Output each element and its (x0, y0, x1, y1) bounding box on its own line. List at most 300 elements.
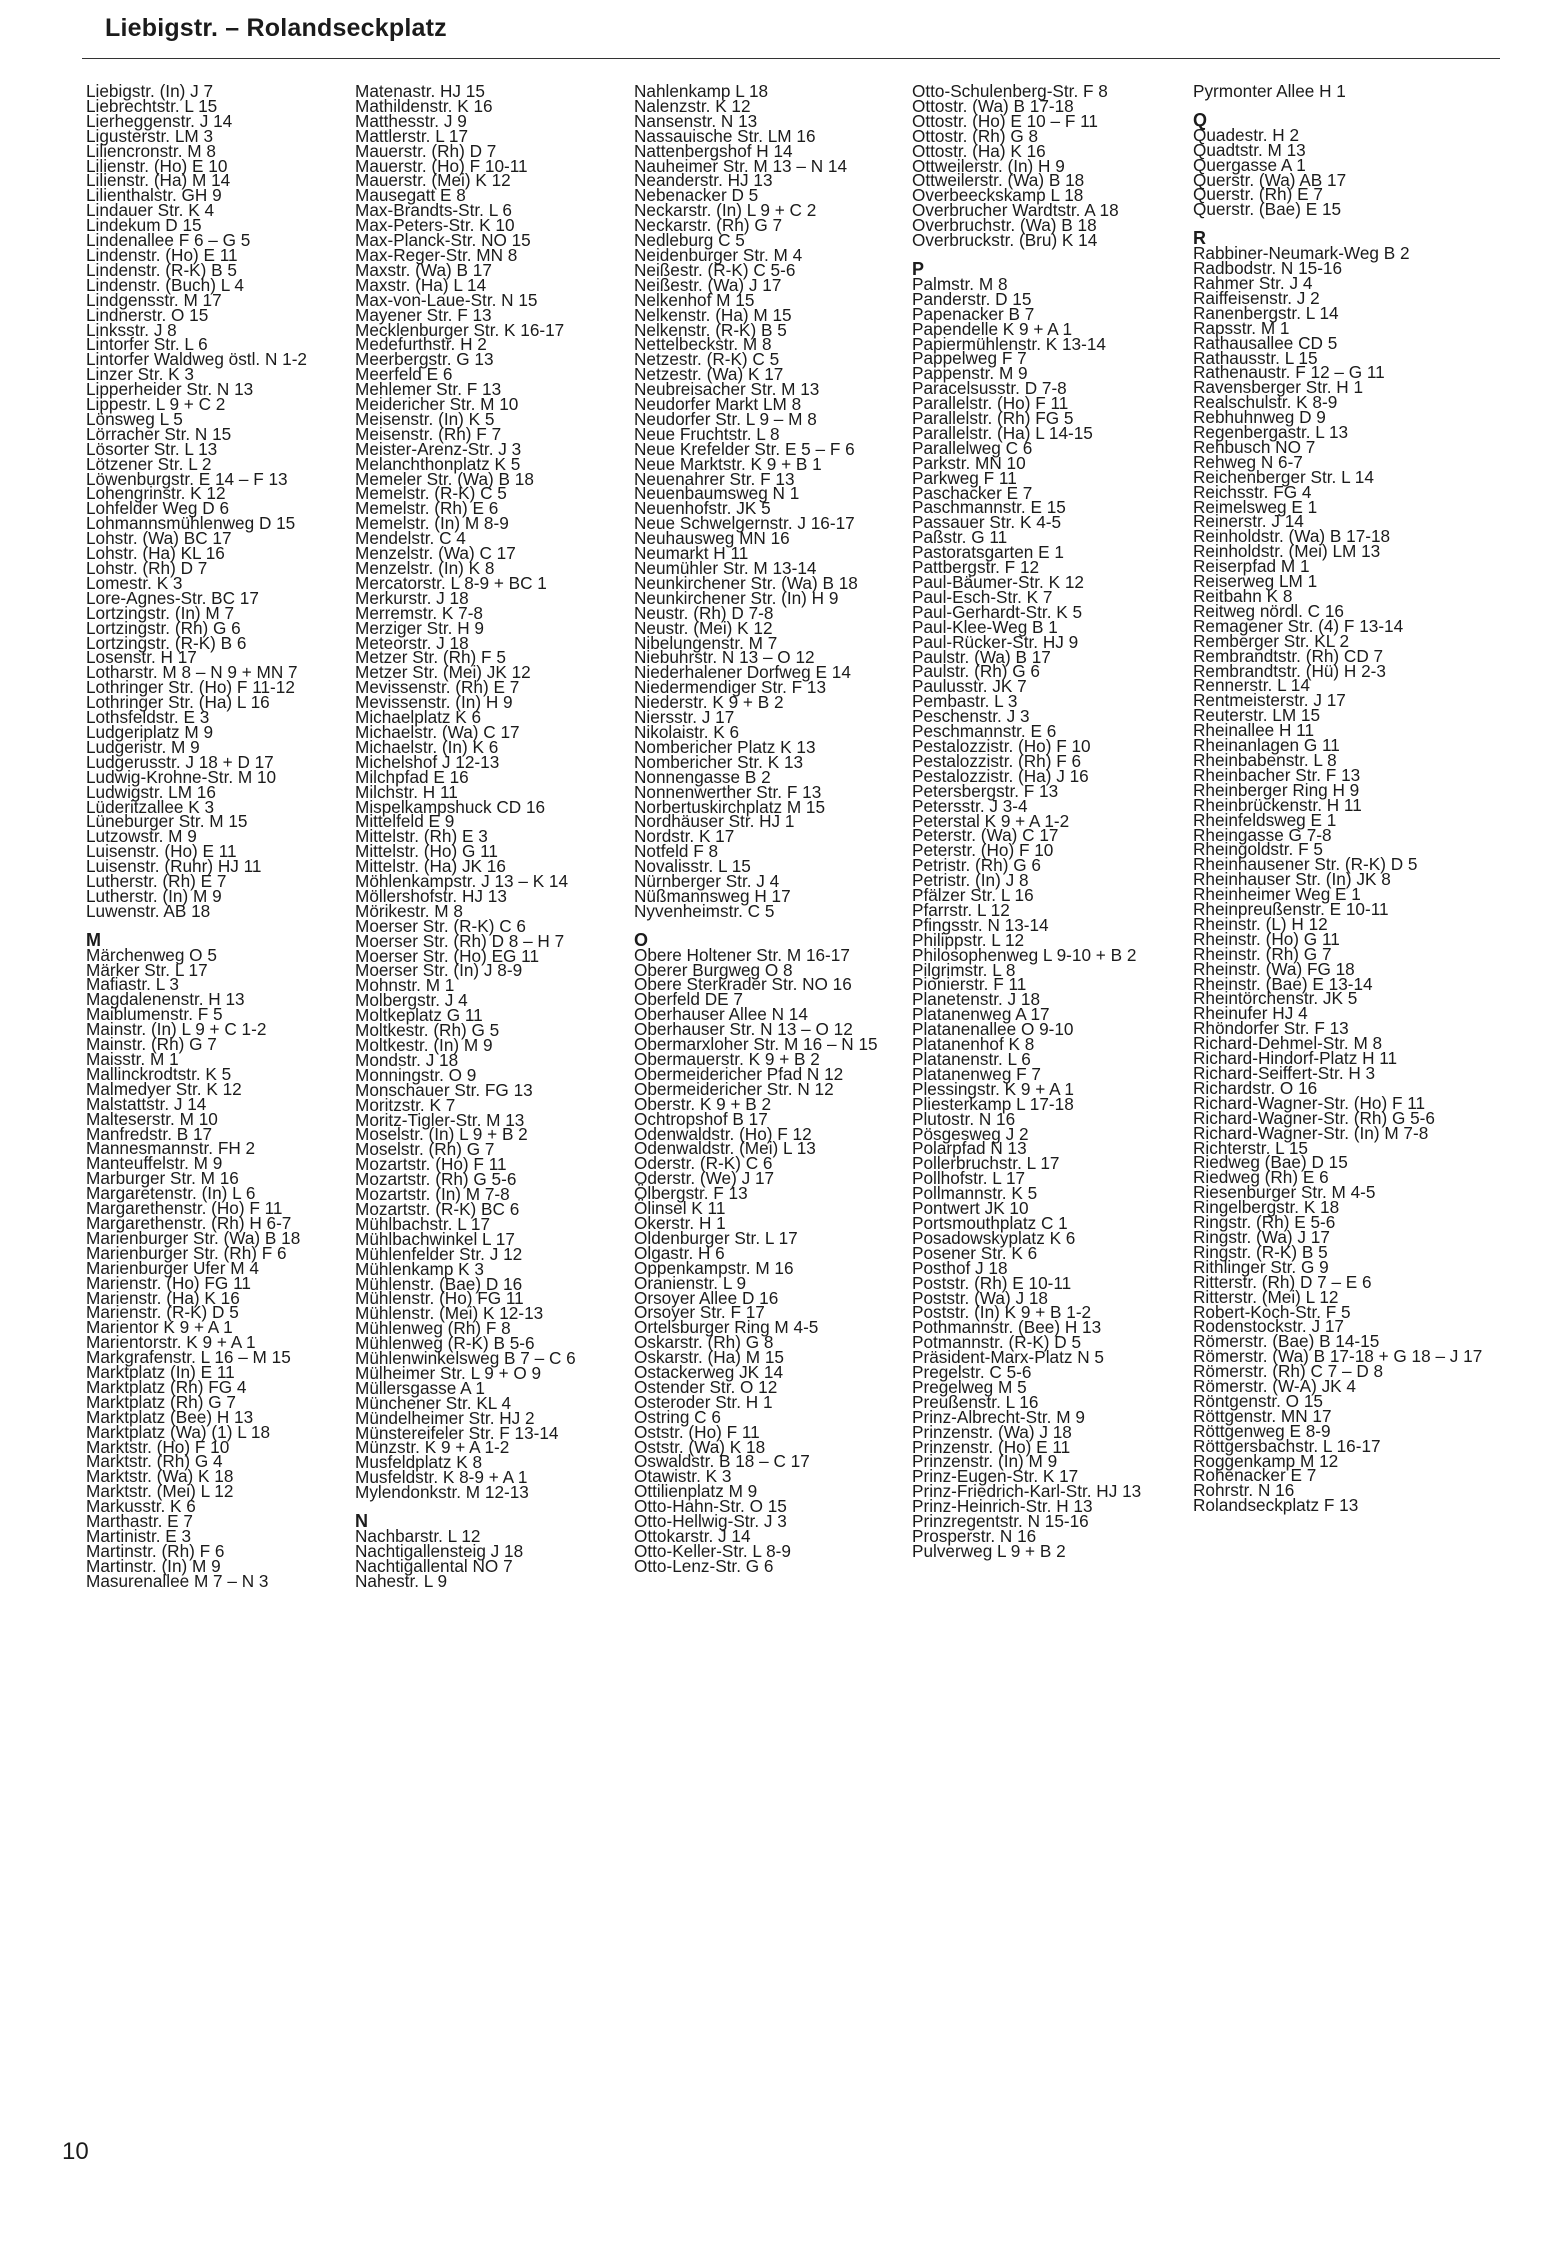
street-entry: Meisenstr. (In) K 5 (355, 408, 495, 429)
street-entry: Lintorfer Str. L 6 (86, 334, 208, 355)
street-entry: Moerser Str. (R-K) C 6 (355, 915, 526, 936)
street-entry: Rheinstr. (Wa) FG 18 (1193, 958, 1355, 979)
street-entry: Mondstr. J 18 (355, 1049, 459, 1070)
street-entry: Neuenbaumsweg N 1 (634, 483, 800, 504)
street-entry: Memelstr. (In) M 8-9 (355, 513, 509, 534)
street-entry: Nalenzstr. K 12 (634, 95, 751, 116)
street-entry: Rheinufer HJ 4 (1193, 1003, 1308, 1024)
street-entry: Pilgrimstr. L 8 (912, 959, 1016, 980)
street-entry: Malmedyer Str. K 12 (86, 1078, 242, 1099)
street-entry: Mittelfeld E 9 (355, 811, 455, 832)
street-entry: Petersstr. J 3-4 (912, 795, 1028, 816)
street-entry: Rehweg N 6-7 (1193, 451, 1303, 472)
street-entry: Neuenahrer Str. F 13 (634, 468, 795, 489)
street-entry: Mühlenweg (R-K) B 5-6 (355, 1333, 535, 1354)
section-letter: R (1193, 228, 1206, 249)
street-entry: Oberstr. K 9 + B 2 (634, 1093, 772, 1114)
street-entry: Neidenburger Str. M 4 (634, 244, 803, 265)
street-entry: Röttgersbachstr. L 16-17 (1193, 1435, 1381, 1456)
street-entry: Mülheimer Str. L 9 + O 9 (355, 1362, 542, 1383)
street-entry: Pollmannstr. K 5 (912, 1183, 1038, 1204)
street-entry: Peterstr. (Ho) F 10 (912, 840, 1054, 861)
street-entry: Mauerstr. (Mei) K 12 (355, 170, 511, 191)
street-entry: Max-Reger-Str. MN 8 (355, 244, 518, 265)
street-entry: Netzestr. (R-K) C 5 (634, 349, 780, 370)
street-entry: Mauerstr. (Rh) D 7 (355, 140, 497, 161)
street-entry: Orsoyer Str. F 17 (634, 1302, 765, 1323)
street-entry: Ravensberger Str. H 1 (1193, 377, 1364, 398)
street-entry: Pregelweg M 5 (912, 1376, 1027, 1397)
street-entry: Remagener Str. (4) F 13-14 (1193, 615, 1404, 636)
street-entry: Platanenhof K 8 (912, 1034, 1035, 1055)
street-entry: Pfälzer Str. L 16 (912, 885, 1034, 906)
street-entry: Ludgeriplatz M 9 (86, 721, 214, 742)
street-entry: Mittelstr. (Rh) E 3 (355, 826, 488, 847)
street-entry: Milchpfad E 16 (355, 766, 469, 787)
street-entry: Ottilienplatz M 9 (634, 1481, 758, 1502)
street-entry: Potmannstr. (R-K) D 5 (912, 1332, 1082, 1353)
street-entry: Platanenweg A 17 (912, 1004, 1050, 1025)
street-entry: Ottostr. (Ha) K 16 (912, 140, 1046, 161)
street-entry: Richard-Wagner-Str. (Ho) F 11 (1193, 1092, 1426, 1113)
street-entry: Oskarstr. (Ha) M 15 (634, 1347, 784, 1368)
header-rule (82, 58, 1500, 59)
street-entry: Moltkestr. (Rh) G 5 (355, 1020, 500, 1041)
street-entry: Pulverweg L 9 + B 2 (912, 1540, 1066, 1561)
street-entry: Pestalozzistr. (Rh) F 6 (912, 750, 1082, 771)
section-letter: M (86, 929, 101, 950)
street-entry: Ringstr. (Rh) E 5-6 (1193, 1212, 1336, 1233)
street-entry: Mozartstr. (R-K) BC 6 (355, 1198, 520, 1219)
street-entry: Rapsstr. M 1 (1193, 317, 1290, 338)
street-entry: Rembrandtstr. (Rh) CD 7 (1193, 645, 1384, 666)
street-entry: Lohstr. (Wa) BC 17 (86, 528, 232, 549)
street-entry: Mühlenwinkelsweg B 7 – C 6 (355, 1348, 576, 1369)
street-entry: Lösorter Str. L 13 (86, 438, 218, 459)
street-entry: Reichsstr. FG 4 (1193, 481, 1312, 502)
street-entry: Linksstr. J 8 (86, 319, 177, 340)
street-entry: Nürnberger Str. J 4 (634, 871, 780, 892)
street-entry: Ottostr. (Wa) B 17-18 (912, 95, 1074, 116)
street-entry: Moritzstr. K 7 (355, 1094, 456, 1115)
street-entry: Müllersgasse A 1 (355, 1377, 485, 1398)
street-entry: Reiserweg LM 1 (1193, 571, 1318, 592)
street-entry: Mühlenstr. (Bae) D 16 (355, 1273, 523, 1294)
street-entry: Pembastr. L 3 (912, 691, 1018, 712)
street-entry: Pollhofstr. L 17 (912, 1168, 1026, 1189)
street-entry: Meidericher Str. M 10 (355, 394, 519, 415)
street-entry: Panderstr. D 15 (912, 288, 1032, 309)
street-entry: Oberhauser Str. N 13 – O 12 (634, 1019, 853, 1040)
street-entry: Marienstr. (R-K) D 5 (86, 1302, 239, 1323)
street-entry: Palmstr. M 8 (912, 273, 1008, 294)
street-entry: Nebenacker D 5 (634, 185, 759, 206)
street-entry: Mühlenfelder Str. J 12 (355, 1243, 523, 1264)
street-entry: Lotharstr. M 8 – N 9 + MN 7 (86, 662, 298, 683)
street-entry: Merremstr. K 7-8 (355, 602, 483, 623)
street-entry: Rabbiner-Neumark-Weg B 2 (1193, 243, 1410, 264)
street-entry: Richard-Wagner-Str. (In) M 7-8 (1193, 1122, 1429, 1143)
street-entry: Rheinstr. (Ho) G 11 (1193, 928, 1340, 949)
street-entry: Platanenallee O 9-10 (912, 1019, 1074, 1040)
street-entry: Rebhuhnweg D 9 (1193, 407, 1326, 428)
street-entry: Marktplatz (Rh) FG 4 (86, 1376, 247, 1397)
street-entry: Pestalozzistr. (Ha) J 16 (912, 765, 1089, 786)
street-entry: Margaretenstr. (In) L 6 (86, 1183, 256, 1204)
street-entry: Mausegatt E 8 (355, 185, 466, 206)
street-entry: Oberer Burgweg O 8 (634, 959, 793, 980)
street-entry: Paul-Rücker-Str. HJ 9 (912, 631, 1079, 652)
street-entry: Mühlenweg (Rh) F 8 (355, 1318, 511, 1339)
street-entry: Meerbergstr. G 13 (355, 349, 494, 370)
street-entry: Osteroder Str. H 1 (634, 1391, 773, 1412)
street-entry: Menzelstr. (In) K 8 (355, 558, 495, 578)
street-entry: Neustr. (Mei) K 12 (634, 617, 773, 638)
street-entry: Ottweilerstr. (Wa) B 18 (912, 170, 1085, 191)
street-entry: Notfeld F 8 (634, 841, 719, 862)
street-entry: Mispelkampshuck CD 16 (355, 796, 546, 817)
street-entry: Lohstr. (Ha) KL 16 (86, 543, 225, 564)
street-entry: Lohfelder Weg D 6 (86, 498, 229, 519)
street-entry: Max-Brandts-Str. L 6 (355, 200, 512, 221)
street-entry: Otto-Keller-Str. L 8-9 (634, 1540, 791, 1561)
street-entry: Lilienstr. (Ha) M 14 (86, 170, 231, 191)
street-entry: Lötzener Str. L 2 (86, 453, 212, 474)
street-entry: Lindgensstr. M 17 (86, 289, 222, 310)
street-entry: Rodenstockstr. J 17 (1193, 1316, 1344, 1337)
street-entry: Nordstr. K 17 (634, 826, 735, 847)
street-entry: Mozartstr. (Rh) G 5-6 (355, 1169, 517, 1190)
street-entry: Reinholdstr. (Mei) LM 13 (1193, 541, 1381, 562)
street-entry: Paracelsusstr. D 7-8 (912, 378, 1067, 399)
street-entry: Melanchthonplatz K 5 (355, 453, 521, 474)
street-entry: Max-von-Laue-Str. N 15 (355, 289, 538, 310)
street-entry: Philosophenweg L 9-10 + B 2 (912, 944, 1137, 965)
street-entry: Lüderitzallee K 3 (86, 796, 215, 817)
street-entry: Nelkenstr. (Ha) M 15 (634, 304, 792, 325)
street-entry: Neudorfer Markt LM 8 (634, 394, 802, 415)
street-entry: Marktplatz (Bee) H 13 (86, 1406, 254, 1427)
street-entry: Lohmannsmühlenweg D 15 (86, 513, 296, 534)
street-entry: Nonnengasse B 2 (634, 766, 771, 787)
street-entry: Ottostr. (Rh) G 8 (912, 125, 1039, 146)
street-entry: Mozartstr. (In) M 7-8 (355, 1184, 510, 1205)
street-entry: Rohenacker E 7 (1193, 1465, 1317, 1486)
street-entry: Obermarxloher Str. M 16 – N 15 (634, 1034, 878, 1055)
street-entry: Rheinhauser Str. (In) JK 8 (1193, 869, 1391, 890)
street-entry: Paul-Gerhardt-Str. K 5 (912, 601, 1083, 622)
street-entry: Ludgerusstr. J 18 + D 17 (86, 751, 274, 772)
street-entry: Rheinfeldsweg E 1 (1193, 809, 1337, 830)
street-entry: Röttgenweg E 8-9 (1193, 1420, 1331, 1441)
street-entry: Maiblumenstr. F 5 (86, 1004, 223, 1025)
street-entry: Nordhäuser Str. HJ 1 (634, 811, 795, 832)
street-entry: Paul-Esch-Str. K 7 (912, 586, 1053, 607)
street-entry: Masurenallee M 7 – N 3 (86, 1570, 269, 1591)
street-entry: Neckarstr. (In) L 9 + C 2 (634, 200, 817, 221)
street-entry: Martinistr. E 3 (86, 1526, 192, 1546)
street-entry: Rheinhausener Str. (R-K) D 5 (1193, 854, 1418, 875)
street-entry: Regenbergastr. L 13 (1193, 422, 1349, 443)
street-entry: Lönsweg L 5 (86, 408, 183, 429)
street-entry: Mühlenstr. (Ho) FG 11 (355, 1288, 524, 1309)
street-entry: Moerser Str. (In) J 8-9 (355, 960, 523, 981)
street-entry: Merkurstr. J 18 (355, 587, 469, 608)
street-entry: Lindenstr. (Ho) E 11 (86, 244, 238, 265)
street-entry: Ludwigstr. LM 16 (86, 781, 216, 802)
street-entry: Rheingoldstr. F 5 (1193, 839, 1323, 860)
street-entry: Lore-Agnes-Str. BC 17 (86, 587, 259, 608)
street-entry: Ostender Str. O 12 (634, 1376, 778, 1397)
street-entry: Richard-Seiffert-Str. H 3 (1193, 1063, 1376, 1083)
street-entry: Prinzenstr. (Wa) J 18 (912, 1421, 1072, 1442)
street-entry: Mevissenstr. (In) H 9 (355, 692, 513, 713)
street-entry: Molbergstr. J 4 (355, 990, 468, 1011)
street-entry: Orsoyer Allee D 16 (634, 1287, 779, 1308)
street-entry: Petristr. (In) J 8 (912, 870, 1029, 891)
street-entry: Ortelsburger Ring M 4-5 (634, 1317, 819, 1338)
street-entry: Luisenstr. (Ho) E 11 (86, 841, 237, 862)
street-entry: Lindnerstr. O 15 (86, 304, 209, 325)
street-entry: Paschacker E 7 (912, 482, 1033, 503)
street-entry: Obermeidericher Str. N 12 (634, 1078, 834, 1099)
street-entry: Münchener Str. KL 4 (355, 1392, 512, 1413)
street-entry: Marktplatz (In) E 11 (86, 1362, 235, 1383)
street-entry: Mylendonkstr. M 12-13 (355, 1482, 529, 1503)
street-entry: Paulusstr. JK 7 (912, 676, 1027, 697)
street-entry: Philippstr. L 12 (912, 929, 1025, 950)
street-entry: Nombericher Str. K 13 (634, 751, 804, 772)
street-entry: Nikolaistr. K 6 (634, 721, 740, 742)
street-entry: Papenacker B 7 (912, 303, 1035, 324)
index-column-2 (355, 81, 576, 1591)
street-entry: Overbruckstr. (Bru) K 14 (912, 230, 1098, 251)
street-entry: Niederstr. K 9 + B 2 (634, 692, 784, 713)
street-entry: Marthastr. E 7 (86, 1511, 193, 1532)
street-entry: Obere Holtener Str. M 16-17 (634, 944, 850, 965)
street-entry: Otto-Hellwig-Str. J 3 (634, 1511, 787, 1532)
street-entry: Römerstr. (Bae) B 14-15 (1193, 1331, 1380, 1352)
street-entry: Römerstr. (W-A) JK 4 (1193, 1376, 1356, 1397)
street-entry: Richard-Dehmel-Str. M 8 (1193, 1033, 1383, 1054)
street-entry: Maxstr. (Wa) B 17 (355, 259, 492, 280)
street-entry: Luwenstr. AB 18 (86, 900, 211, 921)
street-entry: Nyvenheimstr. C 5 (634, 900, 775, 921)
street-entry: Marburger Str. M 16 (86, 1168, 239, 1189)
page-number: 10 (62, 2138, 89, 2165)
street-entry: Quadtstr. M 13 (1193, 139, 1306, 160)
street-entry: Rohrstr. N 16 (1193, 1480, 1295, 1501)
street-entry: Neue Marktstr. K 9 + B 1 (634, 453, 822, 474)
street-entry: Riedweg (Bae) D 15 (1193, 1152, 1348, 1173)
street-entry: Oststr. (Wa) K 18 (634, 1436, 766, 1457)
street-entry: Mallinckrodtstr. K 5 (86, 1063, 232, 1084)
street-entry: Pastoratsgarten E 1 (912, 542, 1064, 563)
street-entry: Meister-Arenz-Str. J 3 (355, 438, 522, 459)
street-entry: Rathausstr. L 15 (1193, 347, 1318, 368)
street-entry: Neunkirchener Str. (In) H 9 (634, 587, 839, 608)
street-entry: Obere Sterkrader Str. NO 16 (634, 974, 852, 995)
index-column-3 (634, 81, 878, 1576)
street-entry: Parallelweg C 6 (912, 437, 1033, 458)
street-entry: Niersstr. J 17 (634, 707, 735, 728)
street-entry: Otto-Lenz-Str. G 6 (634, 1555, 774, 1576)
street-entry: Neudorfer Str. L 9 – M 8 (634, 408, 817, 429)
street-entry: Plutostr. N 16 (912, 1108, 1016, 1129)
street-entry: Pregelstr. C 5-6 (912, 1362, 1032, 1383)
street-entry: Polarpfad N 13 (912, 1138, 1027, 1159)
street-entry: Preußenstr. L 16 (912, 1391, 1039, 1412)
street-entry: Platanenweg F 7 (912, 1063, 1041, 1084)
street-entry: Norbertuskirchplatz M 15 (634, 796, 826, 817)
street-entry: Overbeeckskamp L 18 (912, 185, 1084, 206)
street-entry: Moselstr. (Rh) G 7 (355, 1139, 495, 1160)
street-entry: Pappelweg F 7 (912, 348, 1027, 369)
street-entry: Peterstr. (Wa) C 17 (912, 825, 1059, 846)
street-entry: Quergasse A 1 (1193, 154, 1306, 175)
street-entry: Poststr. (Wa) J 18 (912, 1287, 1048, 1308)
street-entry: Nelkenhof M 15 (634, 289, 755, 310)
street-entry: Mauerstr. (Ho) F 10-11 (355, 155, 528, 176)
street-entry: Maxstr. (Ha) L 14 (355, 274, 487, 295)
street-entry: Reitweg nördl. C 16 (1193, 600, 1344, 621)
street-entry: Neckarstr. (Rh) G 7 (634, 215, 783, 236)
street-entry: Möhlenkampstr. J 13 – K 14 (355, 871, 569, 892)
street-entry: Mainstr. (Rh) G 7 (86, 1034, 217, 1055)
street-entry: Röttgenstr. MN 17 (1193, 1405, 1332, 1426)
street-entry: Rahmer Str. J 4 (1193, 272, 1313, 293)
street-entry: Richard-Wagner-Str. (Rh) G 5-6 (1193, 1107, 1435, 1128)
street-entry: Oldenburger Str. L 17 (634, 1227, 798, 1248)
street-entry: Lohengrinstr. K 12 (86, 483, 226, 504)
street-entry: Rheinberger Ring H 9 (1193, 779, 1360, 800)
street-entry: Magdalenenstr. H 13 (86, 989, 245, 1010)
street-entry: Riedweg (Rh) E 6 (1193, 1167, 1329, 1188)
street-entry: Lüneburger Str. M 15 (86, 811, 248, 832)
street-entry: Ringelbergstr. K 18 (1193, 1197, 1340, 1218)
street-entry: Lindenstr. (R-K) B 5 (86, 259, 237, 280)
street-entry: Neue Krefelder Str. E 5 – F 6 (634, 438, 855, 459)
street-entry: Plessingstr. K 9 + A 1 (912, 1078, 1074, 1099)
street-entry: Mecklenburger Str. K 16-17 (355, 319, 565, 340)
street-entry: Pyrmonter Allee H 1 (1193, 81, 1346, 101)
street-entry: Mehlemer Str. F 13 (355, 379, 502, 400)
street-entry: Ritterstr. (Rh) D 7 – E 6 (1193, 1271, 1372, 1292)
street-entry: Mühlbachwinkel L 17 (355, 1228, 515, 1249)
street-entry: Lintorfer Waldweg östl. N 1-2 (86, 349, 307, 370)
street-entry: Mohnstr. M 1 (355, 975, 455, 996)
street-entry: Lutzowstr. M 9 (86, 826, 197, 847)
street-entry: Niebuhrstr. N 13 – O 12 (634, 647, 815, 668)
street-entry: Mühlbachstr. L 17 (355, 1213, 491, 1234)
street-entry: Parallelstr. (Ho) F 11 (912, 393, 1069, 414)
street-entry: Markgrafenstr. L 16 – M 15 (86, 1347, 291, 1368)
street-entry: Malteserstr. M 10 (86, 1108, 218, 1129)
street-entry: Mafiastr. L 3 (86, 974, 179, 995)
street-entry: Mühlenstr. (Mei) K 12-13 (355, 1303, 544, 1324)
street-entry: Martinstr. (In) M 9 (86, 1555, 221, 1576)
street-entry: Moltkestr. (In) M 9 (355, 1035, 493, 1055)
street-entry: Otawistr. K 3 (634, 1466, 732, 1487)
street-entry: Manteuffelstr. M 9 (86, 1153, 223, 1174)
street-entry: Neubreisacher Str. M 13 (634, 379, 820, 400)
street-entry: Rembrandtstr. (Hü) H 2-3 (1193, 660, 1386, 681)
street-entry: Nonnenwerther Str. F 13 (634, 781, 822, 802)
street-entry: Niedermendiger Str. F 13 (634, 677, 827, 698)
street-entry: Richard-Hindorf-Platz H 11 (1193, 1048, 1398, 1069)
street-entry: Rhöndorfer Str. F 13 (1193, 1018, 1349, 1039)
street-entry: Pfarrstr. L 12 (912, 899, 1010, 920)
street-entry: Mercatorstr. L 8-9 + BC 1 (355, 572, 547, 593)
street-entry: Paulstr. (Rh) G 6 (912, 661, 1040, 682)
street-entry: Otto-Schulenberg-Str. F 8 (912, 81, 1108, 101)
street-entry: Paul-Bäumer-Str. K 12 (912, 572, 1084, 592)
street-entry: Neißestr. (R-K) C 5-6 (634, 259, 796, 280)
street-entry: Roggenkamp M 12 (1193, 1450, 1339, 1471)
street-entry: Marktstr. (Rh) G 4 (86, 1451, 223, 1472)
street-entry: Neunkirchener Str. (Wa) B 18 (634, 572, 858, 593)
street-entry: Raiffeisenstr. J 2 (1193, 287, 1320, 308)
street-entry: Neißestr. (Wa) J 17 (634, 274, 782, 295)
street-entry: Overbruchstr. (Wa) B 18 (912, 215, 1097, 236)
street-entry: Nelkenstr. (R-K) B 5 (634, 319, 787, 340)
street-entry: Remberger Str. KL 2 (1193, 630, 1350, 651)
street-entry: Römerstr. (Wa) B 17-18 + G 18 – J 17 (1193, 1346, 1483, 1367)
index-column-4 (912, 81, 1142, 1561)
street-entry: Lippestr. L 9 + C 2 (86, 394, 226, 415)
street-entry: Riesenburger Str. M 4-5 (1193, 1182, 1376, 1203)
street-entry: Neue Schwelgernstr. J 16-17 (634, 513, 855, 534)
street-entry: Lortzingstr. (R-K) B 6 (86, 632, 247, 653)
street-entry: Marktplatz (Wa) (1) L 18 (86, 1421, 271, 1442)
street-entry: Posthof J 18 (912, 1257, 1008, 1278)
street-entry: Rolandseckplatz F 13 (1193, 1495, 1359, 1516)
street-entry: Rennerstr. L 14 (1193, 675, 1310, 696)
street-entry: Prinzenstr. (In) M 9 (912, 1451, 1058, 1472)
street-entry: Michaelstr. (Wa) C 17 (355, 721, 520, 742)
street-entry: Marienstr. (Ha) K 16 (86, 1287, 240, 1308)
street-entry: Mannesmannstr. FH 2 (86, 1138, 256, 1159)
street-entry: Lilienthalstr. GH 9 (86, 185, 222, 206)
street-entry: Nüßmannsweg H 17 (634, 885, 791, 906)
street-entry: Moerser Str. (Rh) D 8 – H 7 (355, 930, 565, 951)
street-entry: Neue Fruchtstr. L 8 (634, 423, 780, 444)
street-entry: Pollerbruchstr. L 17 (912, 1153, 1060, 1174)
street-entry: Liebrechtstr. L 15 (86, 95, 218, 116)
street-entry: Realschulstr. K 8-9 (1193, 392, 1338, 413)
street-entry: Nachtigallensteig J 18 (355, 1540, 524, 1561)
street-entry: Oswaldstr. B 18 – C 17 (634, 1451, 810, 1472)
street-entry: Maisstr. M 1 (86, 1049, 179, 1069)
street-entry: Prinz-Albrecht-Str. M 9 (912, 1406, 1085, 1427)
street-entry: Pösgesweg J 2 (912, 1123, 1029, 1144)
street-entry: Richardstr. O 16 (1193, 1077, 1318, 1098)
page-title: Liebigstr. – Rolandseckplatz (105, 14, 447, 42)
street-entry: Möllershofstr. HJ 13 (355, 885, 507, 906)
street-entry: Planetenstr. J 18 (912, 989, 1041, 1010)
street-entry: Paul-Klee-Weg B 1 (912, 616, 1058, 637)
street-entry: Nachbarstr. L 12 (355, 1526, 481, 1546)
street-entry: Obermeidericher Pfad N 12 (634, 1063, 844, 1084)
street-entry: Nansenstr. N 13 (634, 110, 758, 131)
street-entry: Marienburger Str. (Wa) B 18 (86, 1227, 301, 1248)
section-letter: P (912, 258, 925, 279)
street-entry: Oppenkampstr. M 16 (634, 1257, 794, 1278)
street-entry: Posadowskyplatz K 6 (912, 1227, 1076, 1248)
street-entry: Nachtigallental NO 7 (355, 1555, 513, 1576)
street-entry: Richterstr. L 15 (1193, 1137, 1308, 1158)
street-entry: Reinerstr. J 14 (1193, 511, 1304, 532)
